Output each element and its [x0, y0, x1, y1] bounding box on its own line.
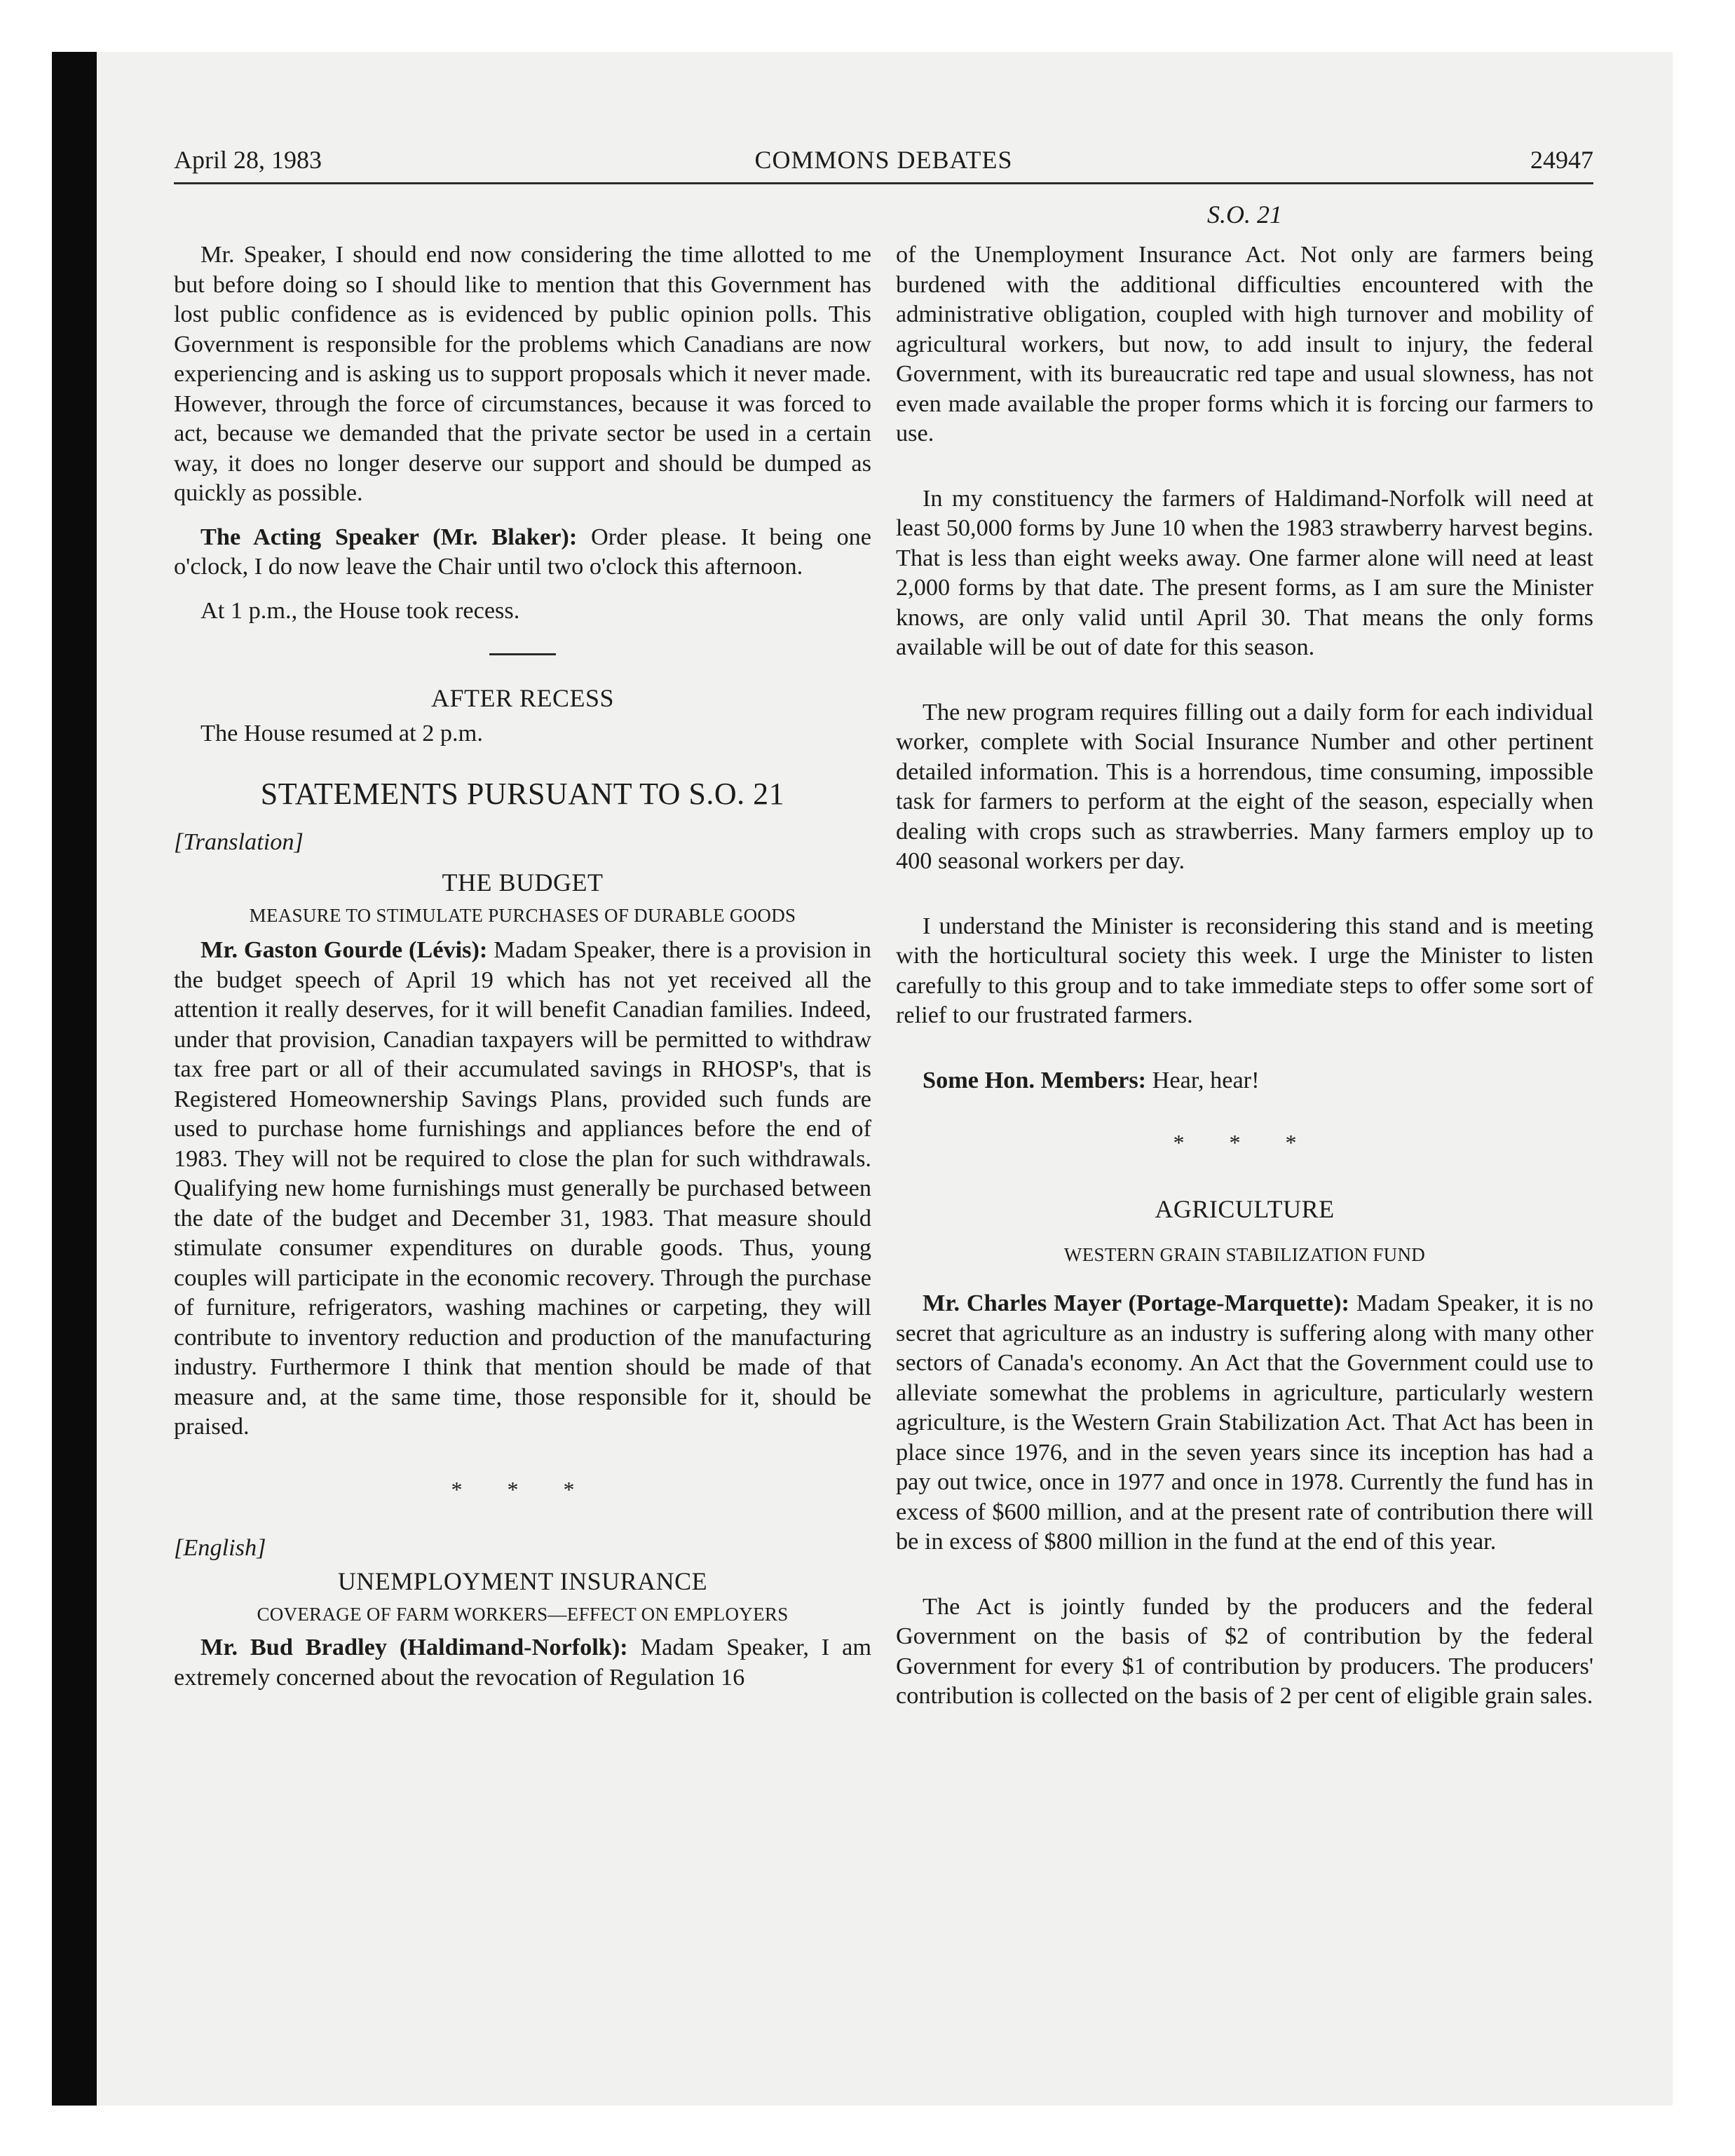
paragraph [174, 522, 871, 582]
paragraph: I understand the Minister is reconsidering this stand and is meeting with the horticultural society this week. I urge the Minister to listen carefully to this group and to take immediate steps to offer some sort of relief to our frustrated farmers. [896, 912, 1593, 1028]
english-note: [English] [174, 1534, 266, 1561]
running-head: S.O. 21 [1207, 200, 1282, 228]
paragraph: At 1 p.m., the House took recess. [200, 596, 520, 624]
unemployment-subheading: COVERAGE OF FARM WORKERS—EFFECT ON EMPLOYERS [257, 1604, 789, 1625]
budget-heading: THE BUDGET [442, 868, 604, 896]
paragraph-text: Hear, hear! [1146, 1066, 1260, 1093]
section-divider [489, 653, 556, 655]
translation-note: [Translation] [174, 828, 304, 855]
agriculture-subheading: WESTERN GRAIN STABILIZATION FUND [1063, 1244, 1426, 1265]
section-stars: * * * [1173, 1130, 1316, 1155]
scan-edge [52, 52, 97, 2106]
paragraph: Mr. Speaker, I should end now considering the time allotted to me but before doing so I should like to mention that this Government has lost public confidence as is evidenced by public opinion polls. This Government is responsible for the problems which Canadians are now experiencing and is asking us to support proposals which it never made. However, through the force of circumstances, because it was forced to act, because we demanded that the private sector be used in a certain way, it does no longer deserve our support and should be dumped as quickly as possible. [174, 241, 871, 506]
speaker-name: Mr. Charles Mayer (Portage-Marquette): [923, 1290, 1349, 1316]
paragraph-text: Madam Speaker, it is no secret that agriculture as an industry is suffering along with many other sectors of Canada's economy. An Act that the Government could use to alleviate somewhat the problems in agriculture, particularly western agriculture, is the Western Grain Stabilization Act. That Act has been in place since 1976, and in the seven years since its inception has had a pay out twice, once in 1977 and once in 1978. Currently the fund has in excess of $600 million, and at the present rate of contribution there will be in excess of $800 million in the fund at the end of this year. [896, 1290, 1594, 1555]
paragraph-text: Madam Speaker, I am extremely concerned about the revocation of Regulation 16 [174, 1634, 872, 1691]
paragraph: The Act is jointly funded by the producers and the federal Government on the basis of $2 of contribution by the federal Government for every $1 of contribution by producers. The producers' contribution is collected on the basis of 2 per cent of eligible grain sales. [896, 1592, 1593, 1709]
header-page-number: 24947 [1530, 146, 1593, 174]
paragraph [896, 1288, 1593, 1557]
speaker-name: The Acting Speaker (Mr. Blaker): [200, 523, 578, 550]
header-date: April 28, 1983 [174, 146, 322, 174]
after-recess-heading: AFTER RECESS [430, 684, 615, 712]
statements-heading: STATEMENTS PURSUANT TO S.O. 21 [260, 776, 785, 811]
header-title: COMMONS DEBATES [754, 146, 1013, 174]
unemployment-heading: UNEMPLOYMENT INSURANCE [337, 1567, 708, 1595]
speaker-name: Some Hon. Members: [923, 1066, 1147, 1093]
speaker-name: Mr. Gaston Gourde (Lévis): [200, 936, 488, 963]
paragraph: In my constituency the farmers of Haldimand-Norfolk will need at least 50,000 forms by June 10 when the 1983 strawberry harvest begins. That is less than eight weeks away. One farmer alone will need at least 2,000 forms by that date. The present forms, as I am sure the Minister knows, are only valid until April 30. That means the only forms available will be out of date for this season. [896, 484, 1593, 660]
right-column [896, 240, 1593, 1711]
agriculture-heading: AGRICULTURE [1155, 1195, 1335, 1223]
page-header [174, 142, 1593, 184]
paragraph [174, 1632, 871, 1692]
speaker-name: Mr. Bud Bradley (Haldimand-Norfolk): [200, 1634, 628, 1660]
left-column [174, 240, 871, 1692]
section-stars: * * * [451, 1476, 594, 1502]
paragraph: The new program requires filling out a daily form for each individual worker, complete with Social Insurance Number and other pertinent detailed information. This is a horrendous, time consuming, impossible task for farmers to perform at the eight of the season, especially when dealing with crops such as strawberries. Many farmers employ up to 400 seasonal workers per day. [896, 698, 1593, 874]
paragraph: The House resumed at 2 p.m. [200, 720, 483, 746]
paragraph-text: Madam Speaker, there is a provision in the budget speech of April 19 which has not yet received all the attention it really deserves, for it will benefit Canadian families. Indeed, under that provision, Canadian taxpayers will be permitted to withdraw tax free part or all of their accumulated savings in RHOSP's, that is Registered Homeownership Savings Plans, provided such funds are used to purchase home furnishings and appliances before the end of 1983. They will not be required to close the plan for such withdrawals. Qualifying new home furnishings must generally be purchased between the date of the budget and December 31, 1983. That measure should stimulate consumer expenditures on durable goods. Thus, young couples will participate in the economic recovery. Through the purchase of furniture, refrigerators, washing machines or carpeting, they will contribute to inventory reduction and production of the manufacturing industry. Furthermore I think that mention should be made of that measure and, at the same time, those responsible for it, should be praised. [174, 936, 871, 1440]
paragraph [174, 935, 871, 1442]
paragraph-text: Order please. It being one o'clock, I do now leave the Chair until two o'clock this afternoon. [174, 523, 871, 580]
budget-subheading: MEASURE TO STIMULATE PURCHASES OF DURABLE GOODS [249, 905, 796, 926]
paragraph [896, 1065, 1593, 1096]
paragraph: of the Unemployment Insurance Act. Not only are farmers being burdened with the additional difficulties encountered with the administrative obligation, coupled with high turnover and mobility of agricultural workers, but now, to add insult to injury, the federal Government, with its bureaucratic red tape and usual slowness, has not even made available the proper forms which it is forcing our farmers to use. [896, 241, 1593, 446]
